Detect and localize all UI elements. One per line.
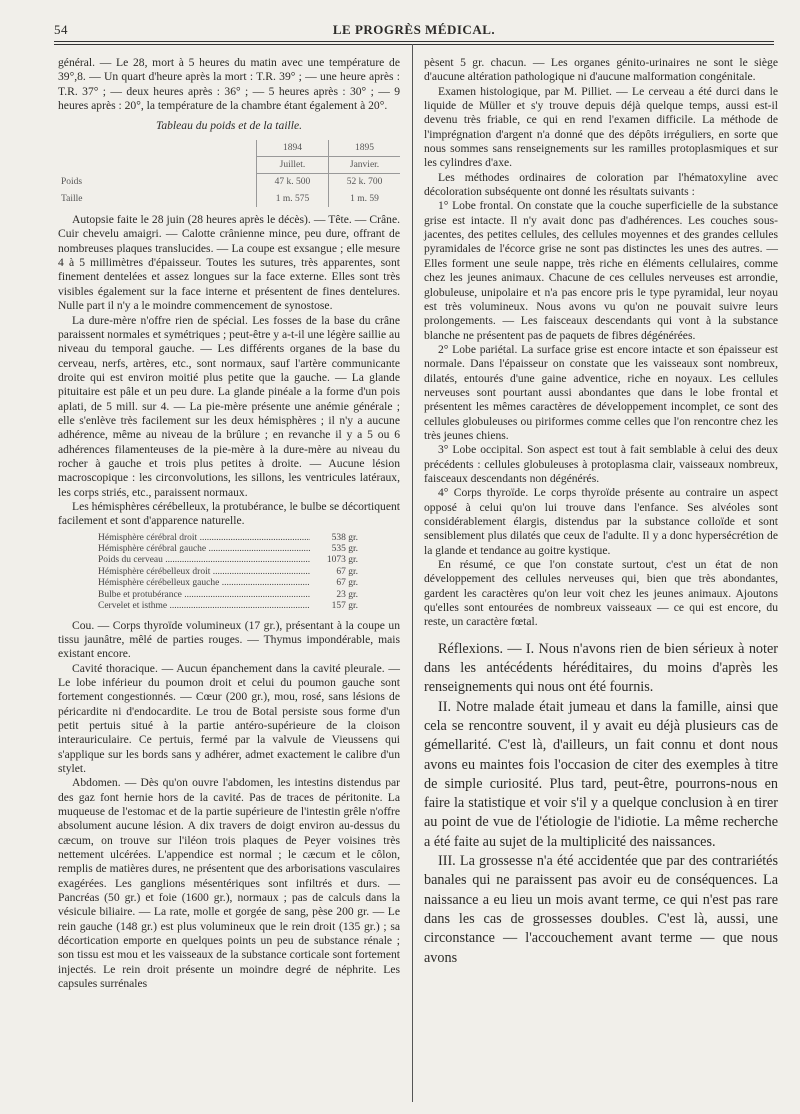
paragraph-parietal: 2° Lobe pariétal. La surface grise est encore intacte et son épaisseur est normale. Dans l'épaisseur on constate que les vaisseaux sont nombreux, dilatés, entourés d'une gaine adventice, riche en noyaux. Les cellules nerveuses sont pourtant aussi abondantes que dans le lobe frontal et présentent les mêmes caractères de développement incomplet, ce sont des cellules globuleuses ou piriformes comme celles que l'on rencontre chez les très jeunes chiens. — [424, 342, 778, 442]
cell-value: 1 m. 575 — [256, 191, 328, 207]
weight-height-table — [58, 140, 400, 207]
paragraph-methodes: Les méthodes ordinaires de coloration par l'hématoxyline avec décoloration subséquente ont donné les résultats suivants : — [424, 170, 778, 199]
list-item: Hémisphère cérébral gauche ..... 535 gr. — [98, 544, 358, 555]
page-header — [54, 22, 774, 42]
paragraph-III: III. La grossesse n'a été accidentée que par des contrariétés banales qui ne paraissent pas avoir eu de conséquences. La naissance a eu lieu un mois avant terme, ce qui n'est pas rare dans les cas de grossesses doubles. C'est là, aussi, une circonstance — l'accouchement avant terme — que nous avons — [424, 853, 778, 966]
page-number: 54 — [54, 22, 68, 37]
paragraph-examen: Examen histologique, par M. Pilliet. — Le cerveau a été durci dans le liquide de Müller et s'y trouve depuis déjà quelque temps, aussi est-il devenu très friable, ce qui en rend l'examen difficile. La méthode de l'imprégnation d'argent n'a donné que des dépôts irréguliers, en sorte que nous sommes sans renseignements sur les ramilles protoplasmiques et sur les cylindres d'axe. — [424, 84, 778, 170]
organ-weights-list — [98, 533, 358, 613]
paragraph-II: II. Notre malade était jumeau et dans la famille, ainsi que cela se rencontre souvent, il y avait eu déjà plusieurs cas de gémellarité. C'est là, d'ailleurs, un fait connu et dont nous avons eu maintes fois l'occasion de citer des exemples à titre de simple curiosité. Plus tard, peut-être, pourrons-nous en faire la statistique et voir s'il y a quelque conclusion à en tirer au point de vue de l'étiologie de l'idiotie. La même recherche a été faite au sujet de la multiplicité des naissances. — [424, 698, 778, 850]
right-column — [424, 56, 778, 968]
paragraph-cou: Cou. — Corps thyroïde volumineux (17 gr.), présentant à la coupe un tissu jaunâtre, mêlé de parties rouges. — Thymus impondérable, mais existant encore. — [58, 618, 400, 661]
year-1895: 1895 — [329, 140, 400, 157]
list-item: Hémisphère cérébral droit ..... 538 gr. — [98, 533, 358, 544]
cell-value: 52 k. 700 — [329, 174, 400, 191]
month-janvier: Janvier. — [329, 157, 400, 174]
cell-value: 1 m. 59 — [329, 191, 400, 207]
month-juillet: Juillet. — [256, 157, 328, 174]
column-divider — [412, 44, 413, 1102]
journal-title: LE PROGRÈS MÉDICAL. — [332, 22, 496, 37]
header-rule-thin — [54, 44, 774, 45]
list-item: Bulbe et protubérance ..... 23 gr. — [98, 590, 358, 601]
table-caption: Tableau du poids et de la taille. — [155, 119, 303, 133]
paragraph-occipital: 3° Lobe occipital. Son aspect est tout à fait semblable à celui des deux précédents : cellules globuleuses à protoplasma clair, vaisseaux nombreux, faisceaux descendants non dégénérés. — [424, 443, 778, 485]
paragraph-thorax: Cavité thoracique. — Aucun épanchement dans la cavité pleurale. — Le lobe inférieur du poumon droit et celui du poumon gauche sont fortement congestionnés. — Cœur (200 gr.), mou, rosé, sans lésions de péricardite ni d'endocardite. Le trou de Botal persiste sous forme d'un petit pertuis situé à la partie antéro-supérieure de la cloison interauriculaire. Ce pertuis, fermé par la valvule de Vieussens qui s'applique sur les bords sans y adhérer, admet exactement le calibre d'un stylet. — [58, 661, 400, 775]
table-row — [58, 174, 400, 191]
row-label: Poids — [61, 177, 83, 188]
paragraph-reflexions: Réflexions. — I. Nous n'avons rien de bien sérieux à noter dans les antécédents héréditaires, du moins d'après les renseignements qui nous ont été fournis. — [424, 640, 778, 696]
paragraph-thyroide: 4° Corps thyroïde. Le corps thyroïde présente au contraire un aspect opposé à celui qu'on lui trouve dans l'enfance. Ses alvéoles sont considérablement élargis, distendus par la substance colloïde et sont sensiblement plus dilatés que ceux de l'adulte. Il y a donc hypersécrétion de la glande et tendance au goitre kystique. — [424, 486, 778, 557]
header-rule — [54, 41, 774, 42]
left-column — [58, 56, 400, 991]
paragraph-abdomen: Abdomen. — Dès qu'on ouvre l'abdomen, les intestins distendus par des gaz font hernie hors de la cavité. Pas de traces de péritonite. La muqueuse de l'estomac et de la partie supérieure de l'intestin grêle n'offre absolument aucune lésion. A dix travers de doigt environ au-dessus du cæcum, on trouve sur l'iléon trois plaques de Peyer voisines très nettement ulcérées. L'appendice est normal ; le cæcum et le côlon, remplis de matières dures, ne présentent que des arborisations vasculaires exagérées. Les ganglions mésentériques sont infiltrés et durs. — Pancréas (50 gr.) et foie (1600 gr.), normaux ; pas de calculs dans la vésicule biliaire. — La rate, molle et gorgée de sang, pèse 200 gr. — Le rein gauche (148 gr.) est plus volumineux que le rein droit (135 gr.) ; sa décortication emporte en quelques points un peu de substance rénale ; son tissu est mou et les vaisseaux de la substance corticale sont fortement injectés. Le rein droit présente un moindre degré de néphrite. Les capsules surrénales — [58, 776, 400, 991]
list-item: Poids du cerveau ..... 1073 gr. — [98, 555, 358, 566]
list-item: Hémisphère cérébelleux gauche ..... 67 gr. — [98, 578, 358, 589]
paragraph-autopsie: Autopsie faite le 28 juin (28 heures après le décès). — Tête. — Crâne. Cuir chevelu amaigri. — Calotte crânienne mince, peu dure, offrant de nombreuses plaques translucides. — La coupe est exsangue ; elle mesure 4 à 5 millimètres d'épaisseur. Toutes les sutures, très apparentes, sont finement dentelées et assez longues sur la face externe. Elles sont très visibles également sur la face interne et présentent de fines dentelures. Nulle part il n'y a le moindre commencement de synostose. — [58, 213, 400, 313]
paragraph-resume: En résumé, ce que l'on constate surtout, c'est un état de non développement des cellules nerveuses qui, bien que très abondantes, gardent les caractères qu'on leur voit chez les jeunes animaux. Ajoutons qu'elles sont entourées de nombreux vaisseaux — ce qui est encore, du reste, un caractère fœtal. — [424, 558, 778, 629]
paragraph-top: pèsent 5 gr. chacun. — Les organes génito-urinaires ne sont le siège d'aucune altération pathologique ni d'aucune malformation congénitale. — [424, 56, 778, 84]
list-item: Hémisphère cérébelleux droit ..... 67 gr. — [98, 567, 358, 578]
paragraph-hemispheres: Les hémisphères cérébelleux, la protubérance, le bulbe se décortiquent facilement et sont d'apparence naturelle. — [58, 499, 400, 528]
paragraph-dure-mere: La dure-mère n'offre rien de spécial. Les fosses de la base du crâne paraissent normales et symétriques ; peut-être y a-t-il une légère saillie au niveau du temporal gauche. — Les différents organes de la base du cerveau, nerfs, artères, etc., sont normaux, sauf l'artère communicante droite qui est environ moitié plus petite que la gauche. — La glande pituitaire est pâle et un peu dure. La glande pinéale a la forme d'un pois aplati, de 5 mill. sur 4. — La pie-mère présente une anémie générale ; elle s'enlève très facilement sur les deux hémisphères ; il n'y a aucune adhérence, même au niveau de la brûlure ; en revanche il y a 5 ou 6 adhérences filamenteuses de la pie-mère à la dure-mère au niveau du rocher à gauche et trois plus petites à droite. — Aucune lésion macroscopique : les circonvolutions, les sillons, les ventricules latéraux, les corps striés, etc., paraissent normaux. — [58, 313, 400, 499]
row-label: Taille — [61, 193, 83, 204]
cell-value: 47 k. 500 — [256, 174, 328, 191]
table-row — [58, 191, 400, 207]
paragraph-frontal: 1° Lobe frontal. On constate que la couche superficielle de la substance grise est intacte. Il n'y avait donc pas d'adhérences. Les couches sous-jacentes, des petites cellules, des cellules moyennes et des grandes cellules pyramidales de l'écorce grise ne sont pas distinctes les unes des autres. — Elles forment une seule nappe, très riche en éléments cellulaires, comme chez les jeunes animaux. Chacune de ces cellules nerveuses est arrondie, globuleuse, unipolaire et n'a pas encore pris le type pyramidal, leur noyau est très volumineux. Nous avons vu qu'on ne pouvait suivre leurs prolongements. — Les faisceaux descendants qui vont à la substance blanche ne présentent pas de paquets de fibres dégénérées. — [424, 199, 778, 342]
list-item: Cervelet et isthme ..... 157 gr. — [98, 601, 358, 612]
paragraph-intro: général. — Le 28, mort à 5 heures du matin avec une température de 39°,8. — Un quart d'heure après la mort : T.R. 39° ; — une heure après : T.R. 37° ; — deux heures après : 36° ; — 5 heures après : 30° ; — 9 heures après : 20°, la température de la chambre étant également à 20°. — [58, 56, 400, 113]
year-1894: 1894 — [256, 140, 328, 157]
